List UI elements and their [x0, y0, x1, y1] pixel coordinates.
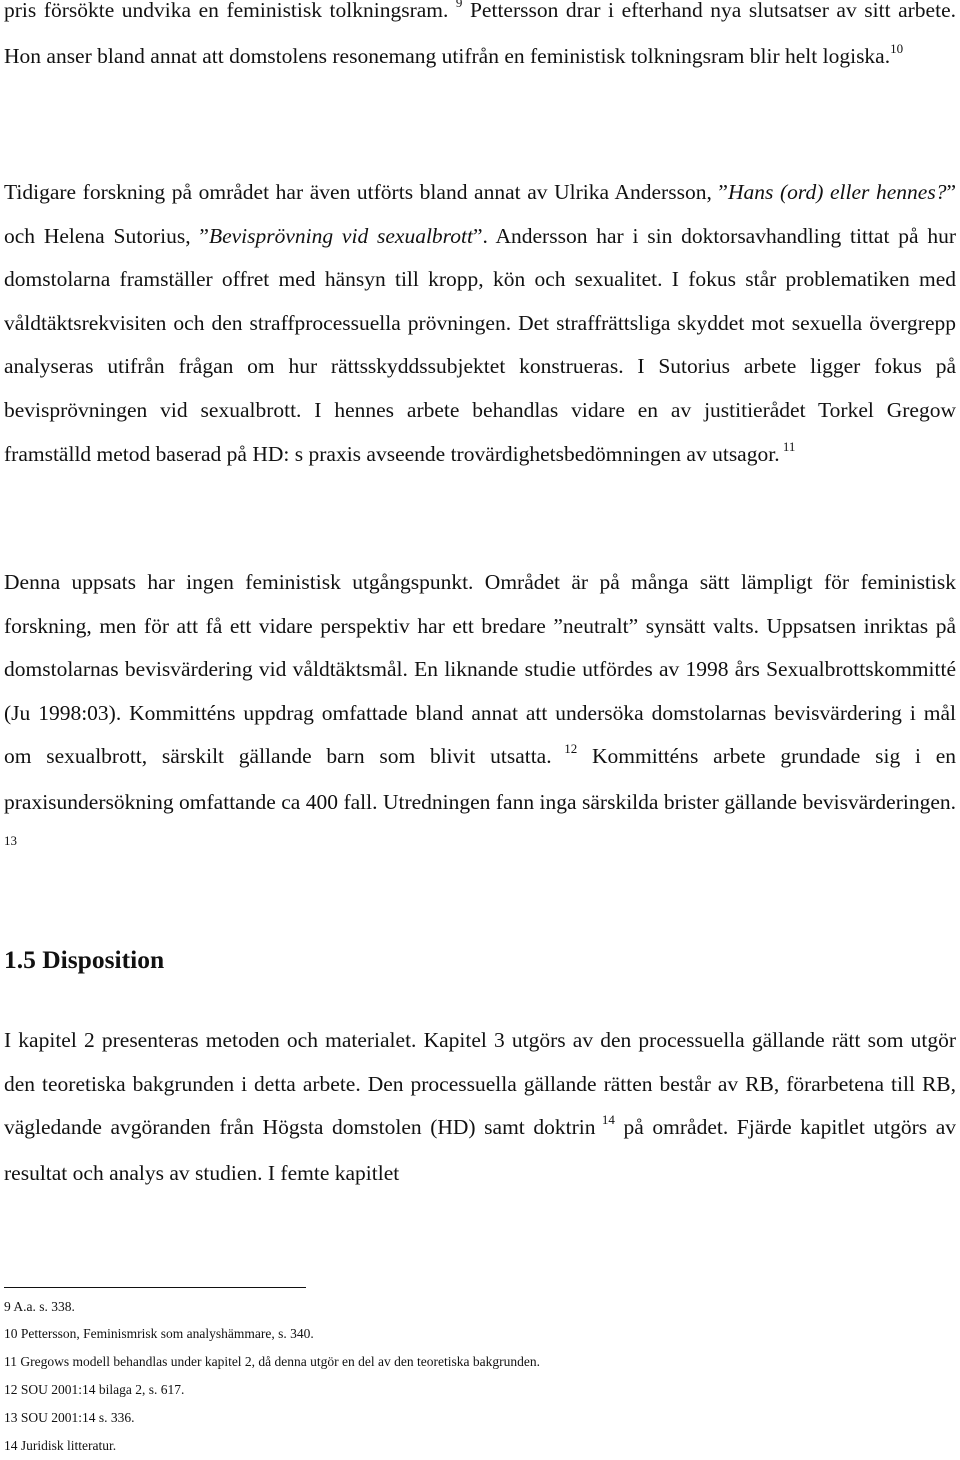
- footnote-10: 10 Pettersson, Feminismrisk som analyshämmare, s. 340.: [4, 1326, 314, 1341]
- footnote-ref: 10: [890, 40, 904, 56]
- italic-title: Hans (ord) eller hennes?: [727, 180, 947, 204]
- italic-title: Bevisprövning vid sexualbrott: [208, 223, 473, 248]
- paragraph-2: [4, 171, 956, 478]
- section-heading: 1.5 Disposition: [4, 945, 165, 974]
- footnote-13: 13 SOU 2001:14 s. 336.: [4, 1410, 135, 1425]
- text-run: ”. Andersson har i sin doktorsavhandling tittat på hur domstolarna framställer offret med hänsyn till kropp, kön och sexualitet. I fokus står problematiken med våldtäktsrekvisiten och den straffprocessuella prövningen. Det straffrättsliga skyddet mot sexuella övergrepp analyseras utifrån frågan om hur rättsskyddssubjektet konstrueras. I Sutorius arbete ligger fokus på bevisprövningen vid sexualbrott. I hennes arbete behandlas vidare en av justitierådet Torkel Gregow framställd metod baserad på HD: s praxis avseende trovärdighetsbedömningen av utsagor.: [4, 223, 956, 466]
- footnote-ref: 13: [4, 832, 17, 848]
- text-run: Tidigare forskning på området har även utförts bland annat av Ulrika Andersson, ”: [4, 180, 728, 204]
- footnote-12: 12 SOU 2001:14 bilaga 2, s. 617.: [4, 1382, 185, 1397]
- footnote-9: 9 A.a. s. 338.: [4, 1299, 75, 1314]
- paragraph-1: [4, 0, 956, 80]
- text-run: I kapitel 2 presenteras metoden och materialet. Kapitel 3 utgörs av den processuella gällande rätt som utgör den teoretiska bakgrunden i detta arbete. Den processuella gällande rätten består av RB, förarbetena till RB, vägledande avgöranden från Högsta domstolen (HD) samt doktrin: [4, 1028, 956, 1140]
- text-run: Pettersson drar i efterhand nya slutsatser av sitt arbete. Hon anser bland annat att domstolens resonemang utifrån en feministisk tolkningsram blir helt logiska.: [4, 0, 956, 68]
- paragraph-4: [4, 1019, 956, 1195]
- text-run: på området. Fjärde kapitlet utgörs av resultat och analys av studien. I femte kapitlet: [4, 1115, 957, 1185]
- footnote-ref: 12: [551, 741, 578, 757]
- text-run: pris försökte undvika en feministisk tolkningsram.: [4, 0, 456, 22]
- footnote-ref: 9: [455, 0, 463, 10]
- footnote-11: 11 Gregows modell behandlas under kapitel 2, då denna utgör en del av den teoretiska bakgrunden.: [4, 1354, 540, 1369]
- footnote-ref: 11: [779, 438, 796, 454]
- footnote-separator: [4, 1287, 306, 1288]
- footnote-14: 14 Juridisk litteratur.: [4, 1438, 117, 1453]
- paragraph-3: [4, 561, 956, 872]
- footnote-ref: 14: [595, 1112, 615, 1128]
- text-run: Denna uppsats har ingen feministisk utgångspunkt. Området är på många sätt lämpligt för feministisk forskning, men för att få ett vidare perspektiv har ett bredare ”neutralt” synsätt valts. Uppsatsen inriktas på domstolarnas bevisvärdering vid våldtäktsmål. En liknande studie utfördes av 1998 års Sexualbrottskommitté (Ju 1998:03). Kommitténs uppdrag omfattade bland annat att undersöka domstolarnas bevisvärdering i mål om sexualbrott, särskilt gällande barn som blivit utsatta.: [4, 570, 956, 769]
- text-run: Kommitténs arbete grundade sig i en praxisundersökning omfattande ca 400 fall. Utredningen fann inga särskilda brister gällande bevisvärderingen.: [4, 744, 957, 814]
- text-run: ” och Helena Sutorius, ”: [4, 180, 957, 248]
